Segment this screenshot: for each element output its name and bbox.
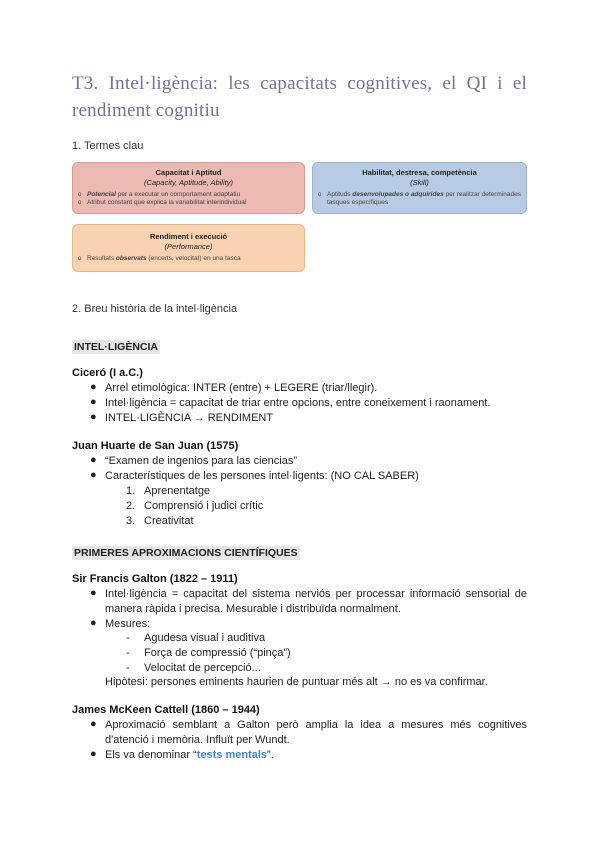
author-cattell: James McKeen Cattell (1860 – 1944) (72, 704, 260, 716)
huarte-list (87, 454, 527, 484)
concept-box-rendiment (72, 224, 305, 272)
list-item: 2. Comprensió i judici crític (126, 500, 264, 512)
list-item: - Agudesa visual i auditiva (126, 632, 266, 644)
box-item: o Potencial per a executar un comportament adaptatiu (87, 191, 304, 199)
galton-list (87, 587, 527, 632)
box-subheading: (Performance) (164, 242, 213, 251)
cicero-list (87, 381, 527, 426)
box-item: o Resultats observats (encerts, velocitat) en una tasca (87, 255, 304, 263)
list-item: ● Mesures: (90, 617, 151, 630)
box-subheading: (Skill) (410, 178, 429, 187)
list-item: - Velocitat de percepció... (126, 662, 261, 674)
cattell-list (87, 718, 527, 763)
box-item: o Aptituds desenvolupades o adquirides per realitzar determinades tasques específiques (327, 191, 526, 207)
list-item: 1. Aprenentatge (126, 485, 211, 497)
galton-mesures-list (126, 631, 506, 676)
section-heading-historia: 2. Breu història de la intel·ligència (72, 303, 238, 315)
page-title: T3. Intel·ligència: les capacitats cognitives, el QI i el rendiment cognitiu (72, 73, 527, 121)
author-huarte: Juan Huarte de San Juan (1575) (72, 440, 239, 452)
huarte-numbered-list (126, 484, 506, 529)
author-galton: Sir Francis Galton (1822 – 1911) (72, 573, 238, 585)
list-item: 3. Creativitat (126, 515, 194, 527)
list-item: ● Arrel etimològica: INTER (entre) + LEGERE (triar/llegir). (90, 381, 378, 394)
section-heading-termes-clau: 1. Termes clau (72, 140, 144, 152)
author-cicero: Ciceró (I a.C.) (72, 367, 143, 379)
concept-box-habilitat (312, 162, 527, 214)
list-item: ● Els va denominar “tests mentals”. (90, 748, 274, 761)
heading-intelligencia: INTEL·LIGÈNCIA (74, 341, 158, 353)
box-subheading: (Capacity, Aptitude, Ability) (144, 178, 233, 187)
concept-box-capacitat (72, 162, 305, 214)
list-item: ● Característiques de les persones intel·ligents: (NO CAL SABER) (90, 469, 419, 482)
list-item: ● Intel·ligència = capacitat de triar entre opcions, entre coneixement i raonament. (90, 396, 491, 409)
list-item: ● “Examen de ingenios para las ciencias” (90, 454, 297, 467)
list-item: ● Aproximació semblant a Galton però amplia la idea a mesures més cognitives d'atenció i memòria. Influït per Wundt. (90, 718, 527, 746)
box-heading: Habilitat, destresa, competència (362, 168, 477, 177)
galton-hipotesi: Hipòtesi: persones eminents haurien de puntuar més alt → no es va confirmar. (105, 676, 488, 688)
box-heading: Rendiment i execució (149, 232, 228, 241)
box-item: o Atribut constant que explica la variabilitat interindividual (87, 199, 304, 207)
list-item: ● Intel·ligència = capacitat del sistema nerviós per processar informació sensorial de manera ràpida i precisa. Mesurable i distribuïda normalment. (90, 587, 527, 615)
heading-primeres-aproximacions: PRIMERES APROXIMACIONS CIENTÍFIQUES (74, 547, 298, 559)
list-item: ● INTEL·LIGÈNCIA → RENDIMENT (90, 411, 274, 424)
tests-mentals-link[interactable]: tests mentals (196, 749, 268, 761)
list-item: - Força de compressió (“pinça”) (126, 647, 291, 659)
box-heading: Capacitat i Aptitud (155, 168, 222, 177)
